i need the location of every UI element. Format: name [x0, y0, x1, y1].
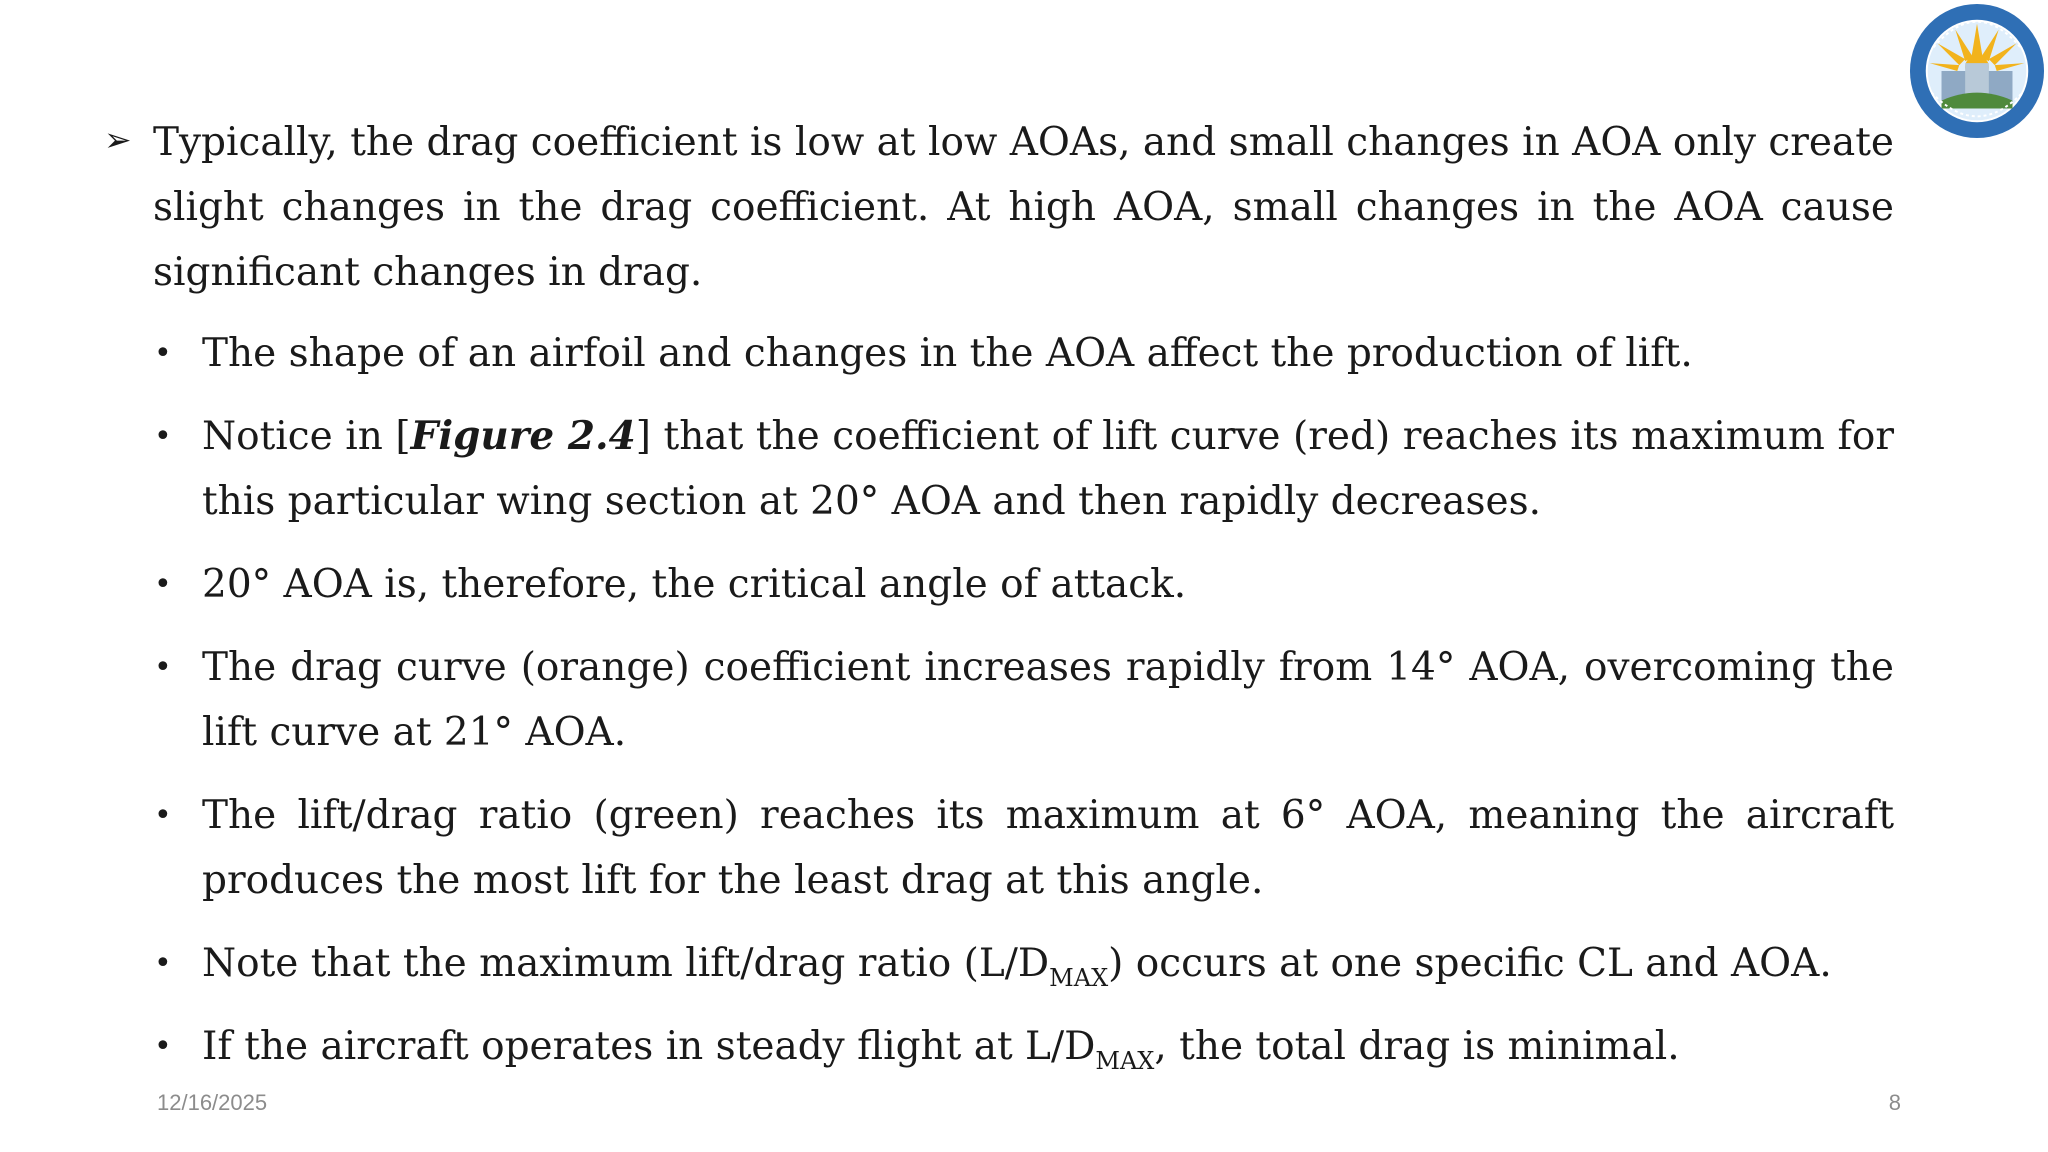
bullet-dot-icon: •	[154, 798, 172, 833]
bullet-dot-icon: •	[154, 946, 172, 981]
sub-bullet-list	[104, 321, 1894, 1079]
university-seal-icon	[1908, 2, 2046, 140]
list-item	[104, 931, 1894, 996]
list-item	[104, 404, 1894, 534]
bullet-text: The drag curve (orange) coefficient increases rapidly from 14° AOA, overcoming the lift curve at 21° AOA.	[202, 645, 1894, 755]
list-item	[104, 552, 1894, 617]
footer-date: 12/16/2025	[157, 1090, 268, 1115]
figure-reference: Figure 2.4	[410, 413, 636, 459]
bullet-text: The shape of an airfoil and changes in the AOA affect the production of lift.	[202, 331, 1693, 376]
arrow-bullet-icon: ➢	[104, 120, 132, 159]
bullet-text-prefix: Note that the maximum lift/drag ratio (L/D	[202, 941, 1050, 986]
bullet-dot-icon: •	[154, 650, 172, 685]
bullet-text-suffix: , the total drag is minimal.	[1154, 1024, 1680, 1069]
main-point-text: Typically, the drag coefficient is low at low AOAs, and small changes in AOA only create slight changes in the drag coefficient. At high AOA, small changes in the AOA cause significant changes in drag.	[153, 120, 1894, 295]
main-point	[104, 110, 1894, 305]
slide-body	[104, 110, 1894, 1097]
page-number: 8	[1888, 1090, 1901, 1115]
list-item	[104, 635, 1894, 765]
bullet-text-prefix: Notice in [	[202, 414, 411, 459]
bullet-text-prefix: If the aircraft operates in steady flight at L/D	[202, 1024, 1096, 1069]
bullet-text: 20° AOA is, therefore, the critical angle of attack.	[202, 562, 1187, 607]
subscript-max: MAX	[1049, 964, 1109, 992]
bullet-dot-icon: •	[154, 567, 172, 602]
bullet-dot-icon: •	[154, 419, 172, 454]
list-item	[104, 783, 1894, 913]
bullet-dot-icon: •	[154, 1029, 172, 1064]
list-item	[104, 321, 1894, 386]
bullet-text: The lift/drag ratio (green) reaches its maximum at 6° AOA, meaning the aircraft produces the most lift for the least drag at this angle.	[202, 793, 1894, 903]
list-item	[104, 1014, 1894, 1079]
bullet-dot-icon: •	[154, 336, 172, 371]
subscript-max: MAX	[1095, 1047, 1155, 1075]
bullet-text-suffix: ] that the coefficient of lift curve (red) reaches its maximum for this particular wing section at 20° AOA and then rapidly decreases.	[202, 414, 1895, 524]
bullet-text-suffix: ) occurs at one specific CL and AOA.	[1108, 941, 1832, 986]
